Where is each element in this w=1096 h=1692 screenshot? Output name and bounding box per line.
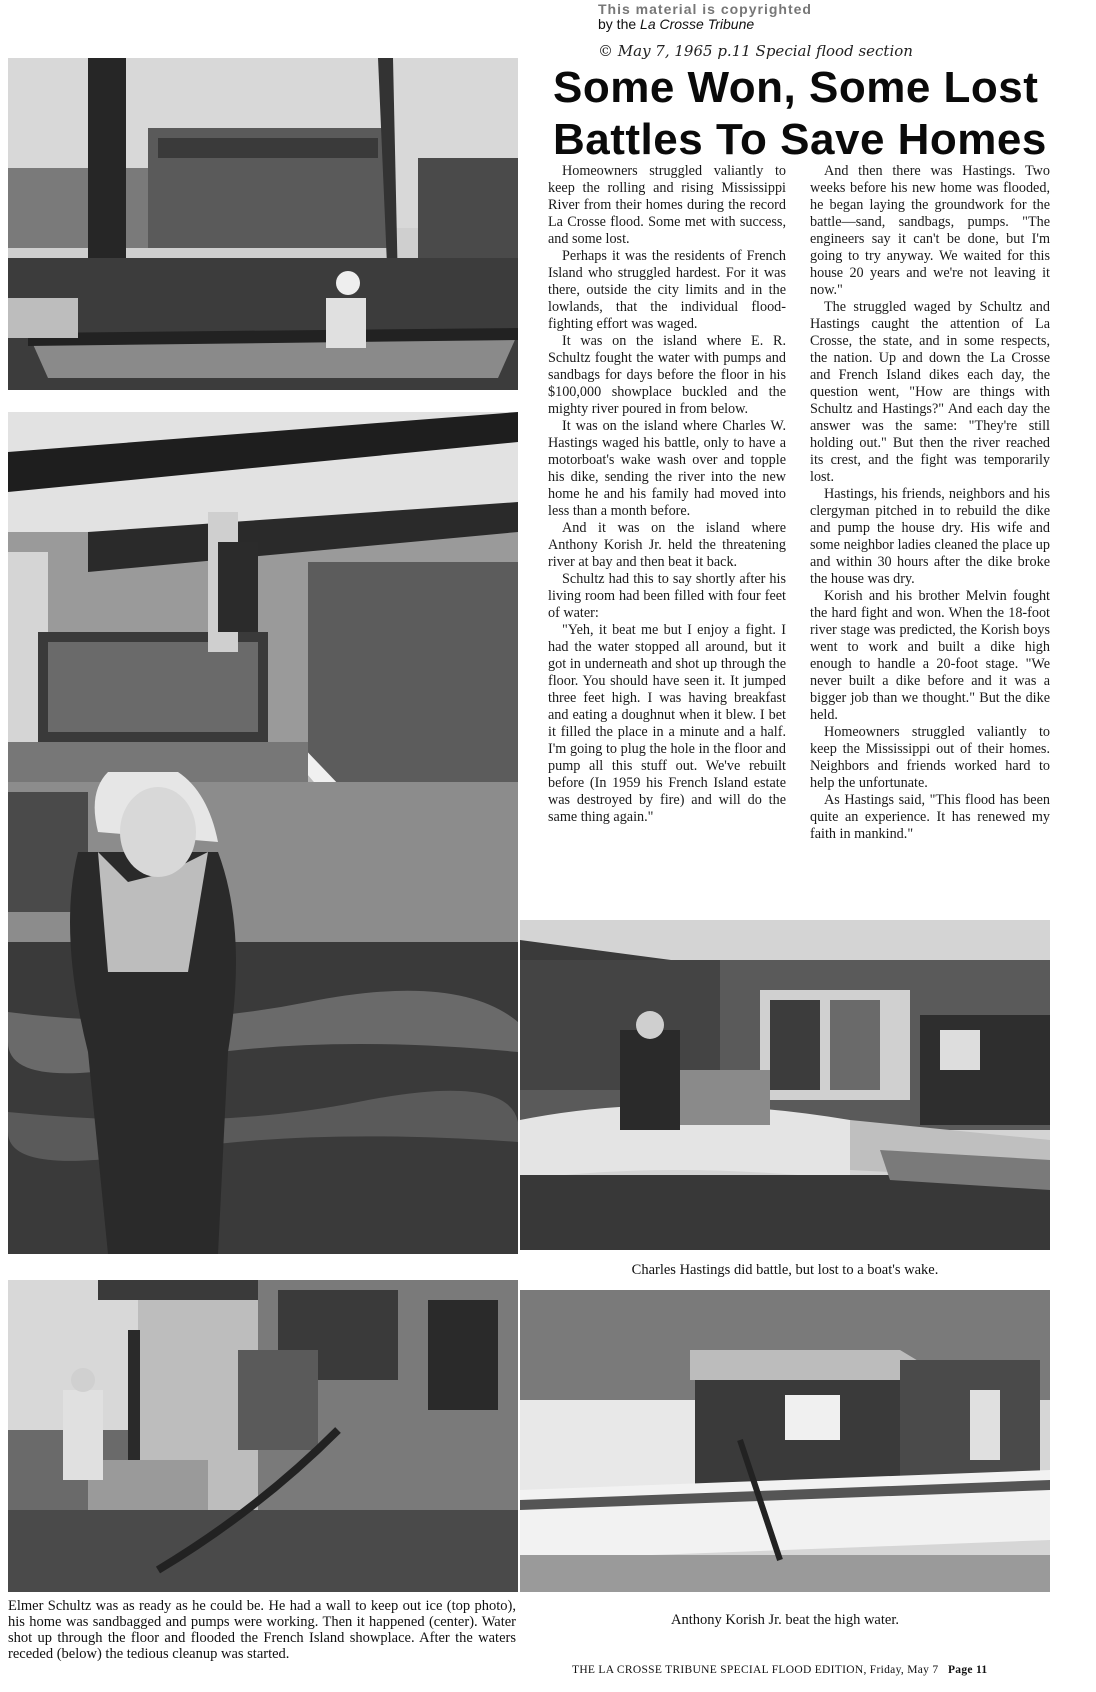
footer-edition: THE LA CROSSE TRIBUNE SPECIAL FLOOD EDITION, Friday, May 7 [572, 1664, 939, 1676]
article-paragraph: It was on the island where Charles W. Hastings waged his battle, only to have a motorboat's wake wash over and topple his dike, sending the river into the new home he and his family had moved into less than a month before. [548, 418, 786, 519]
article-paragraph: "Yeh, it beat me but I enjoy a fight. I had the water stopped all around, but it got in underneath and shot up through the floor. You should have seen it. It jumped three feet high. I was having breakfast and eating a doughnut when it blew. I bet it filled the place in a minute and a half. I'm going to plug the hole in the floor and pump all this stuff out. We've rebuilt before (In 1959 his French Island estate was destroyed by fire) and will do the same thing again." [548, 622, 786, 825]
living-room-photo-image [8, 412, 518, 1254]
article-paragraph: And then there was Hastings. Two weeks before his new home was flooded, he began laying the groundwork for the battle—sand, sandbags, pumps. "The engineers say it can't be done, but I'm going to try anyway. We waited for this house 20 years and we're not leaving it now." [810, 163, 1050, 298]
article-paragraph: Homeowners struggled valiantly to keep the rolling and rising Mississippi River from their homes during the record La Crosse flood. Some met with success, and some lost. [548, 163, 786, 247]
copyright-notice [598, 2, 918, 32]
page-title [553, 62, 1073, 166]
photo-center-living-room [8, 412, 518, 1254]
footer-page-number: Page 11 [947, 1664, 988, 1676]
article-paragraph: As Hastings said, "This flood has been quite an experience. It has renewed my faith in mankind." [810, 792, 1050, 842]
caption-hastings: Charles Hastings did battle, but lost to a boat's wake. [631, 1262, 939, 1278]
photo-hastings-dike [520, 920, 1050, 1250]
page-footer [572, 1664, 1072, 1676]
caption-schultz: Elmer Schultz was as ready as he could be. He had a wall to keep out ice (top photo), his home was sandbagged and pumps were working. Then it happened (center). Water shot up through the floor and flooded the French Island showplace. After the waters receded (below) the tedious cleanup was started. [8, 1598, 516, 1662]
article-column-1 [548, 163, 786, 826]
photo-schultz-cleanup [8, 1280, 518, 1592]
headline-line-2: Battles To Save Homes [553, 115, 1047, 164]
korish-photo-image [520, 1290, 1050, 1592]
article-paragraph: And it was on the island where Anthony Korish Jr. held the threatening river at bay and then beat it back. [548, 520, 786, 570]
photo-korish-house [520, 1290, 1050, 1592]
cleanup-photo-image [8, 1280, 518, 1592]
article-column-2 [810, 163, 1050, 843]
hastings-photo-image [520, 920, 1050, 1250]
paper-name: La Crosse Tribune [640, 16, 755, 32]
article-paragraph: It was on the island where E. R. Schultz fought the water with pumps and sandbags for days before the floor in his $100,000 showplace buckled and the mighty river poured in from below. [548, 333, 786, 417]
article-paragraph: Schultz had this to say shortly after his living room had been filled with four feet of water: [548, 571, 786, 621]
article-paragraph: The struggled waged by Schultz and Hastings caught the attention of La Crosse, the state, and in some respects, the nation. Up and down the La Crosse and French Island dikes each day, the question went, "How are things with Schultz and Hastings?" And each day the answer was the same: "They're still holding out." But then the river reached its crest, and the fight was temporarily lost. [810, 299, 1050, 485]
boat-photo-image [8, 58, 518, 390]
article-paragraph: Korish and his brother Melvin fought the hard fight and won. When the 18-foot river stage was predicted, the Korish boys went to work and built a dike high enough to handle a 20-foot stage. "We never built a dike before and it was a bigger job than we thought." But the dike held. [810, 588, 1050, 723]
byline: by the La Crosse Tribune [598, 16, 755, 32]
copyright-line: This material is copyrighted [598, 1, 812, 17]
photo-top-boat [8, 58, 518, 390]
handwritten-note: © May 7, 1965 p.11 Special flood section [598, 42, 913, 60]
article-paragraph: Hastings, his friends, neighbors and his clergyman pitched in to rebuild the dike and pump the house dry. His wife and some neighbor ladies cleaned the place up and within 30 hours after the dike broke the house was dry. [810, 486, 1050, 587]
headline-line-1: Some Won, Some Lost [553, 63, 1039, 112]
caption-korish: Anthony Korish Jr. beat the high water. [671, 1612, 899, 1628]
article-paragraph: Perhaps it was the residents of French Island who struggled hardest. For it was there, outside the city limits and in the lowlands, that the individual flood-fighting effort was waged. [548, 248, 786, 332]
article-paragraph: Homeowners struggled valiantly to keep the Mississippi out of their homes. Neighbors and friends worked hard to help the unfortunate. [810, 724, 1050, 791]
